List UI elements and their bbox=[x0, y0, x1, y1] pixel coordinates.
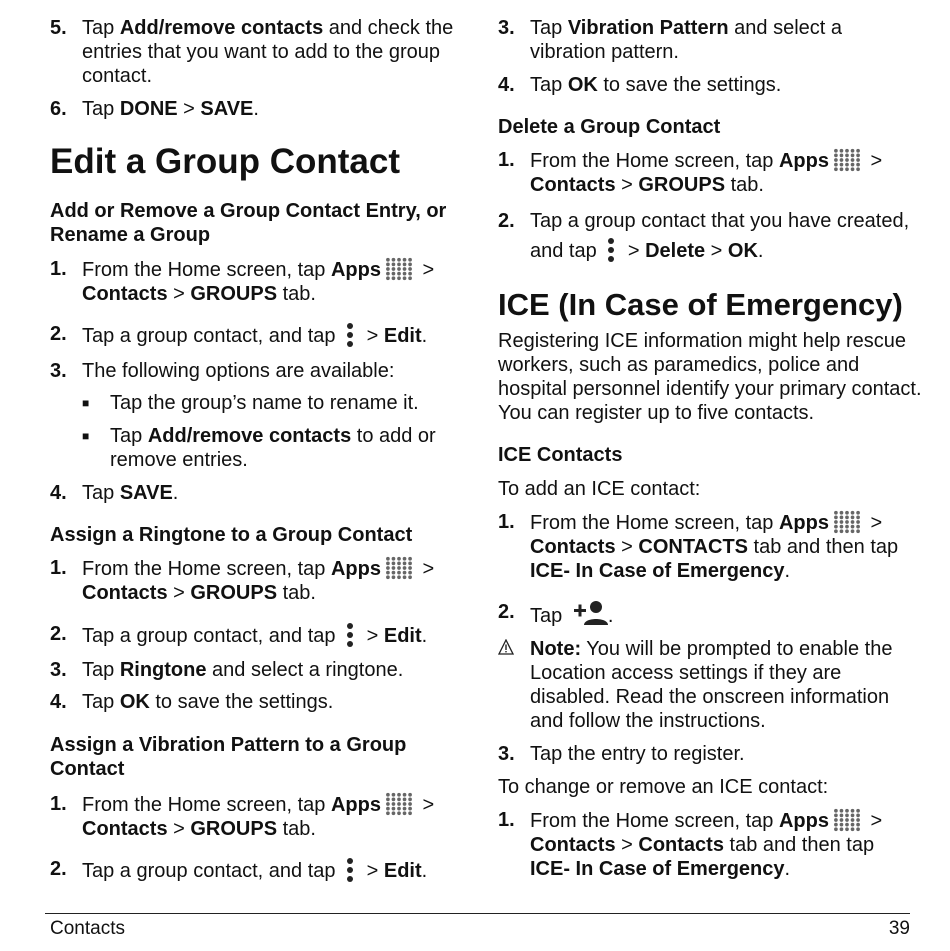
more-vertical-icon bbox=[345, 322, 355, 348]
footer-section-name: Contacts bbox=[50, 918, 125, 939]
step-item: 1. From the Home screen, tap Apps > Contacts > CONTACTS tab and then tap ICE- In Case of Emergency. bbox=[498, 511, 899, 582]
intro-paragraph: Registering ICE information might help rescue workers, such as paramedics, police and hospital personnel identify your primary contact. You can register up to five contacts. bbox=[498, 330, 922, 424]
step-item: 3. The following options are available: bbox=[50, 360, 395, 382]
step-item: 4. Tap OK to save the settings. bbox=[50, 691, 334, 713]
subsection-heading: Delete a Group Contact bbox=[498, 116, 721, 138]
step-item: 2. Tap a group contact that you have created, and tap > Delete > OK. bbox=[498, 210, 910, 262]
note-block: Note: You will be prompted to enable the Location access settings if they are disabled. Read the onscreen information and follow the instructions. bbox=[498, 637, 918, 733]
more-vertical-icon bbox=[606, 237, 616, 263]
step-item: 2. Tap a group contact, and tap > Edit. bbox=[50, 623, 428, 647]
step-item: 2. Tap . bbox=[498, 601, 614, 627]
step-item: 3. Tap Ringtone and select a ringtone. bbox=[50, 659, 404, 681]
warning-triangle-icon bbox=[498, 639, 514, 655]
apps-grid-icon bbox=[833, 510, 861, 534]
step-item: 2. Tap a group contact, and tap > Edit. bbox=[50, 858, 428, 882]
subsection-heading: Assign a Ringtone to a Group Contact bbox=[50, 524, 413, 546]
apps-grid-icon bbox=[833, 148, 861, 172]
apps-grid-icon bbox=[385, 556, 413, 580]
apps-grid-icon bbox=[833, 808, 861, 832]
more-vertical-icon bbox=[345, 622, 355, 648]
apps-grid-icon bbox=[385, 257, 413, 281]
section-title: ICE (In Case of Emergency) bbox=[498, 287, 903, 322]
step-item: 4. Tap SAVE. bbox=[50, 482, 179, 504]
footer-divider bbox=[45, 913, 910, 914]
subsection-heading: ICE Contacts bbox=[498, 444, 623, 466]
instruction-text: To add an ICE contact: bbox=[498, 478, 701, 500]
step-item: 1. From the Home screen, tap Apps > Contacts > Contacts tab and then tap ICE- In Case of Emergency. bbox=[498, 809, 883, 880]
instruction-text: To change or remove an ICE contact: bbox=[498, 776, 829, 798]
bullet-item: ■ Tap Add/remove contacts to add or remove entries. bbox=[82, 425, 436, 471]
bullet-icon: ■ bbox=[82, 396, 90, 410]
step-item: 3. Tap Vibration Pattern and select a vibration pattern. bbox=[498, 17, 843, 63]
step-item: 4. Tap OK to save the settings. bbox=[498, 74, 782, 96]
section-title: Edit a Group Contact bbox=[50, 142, 400, 181]
more-vertical-icon bbox=[345, 857, 355, 883]
bullet-icon: ■ bbox=[82, 429, 90, 443]
bullet-item: ■ Tap the group’s name to rename it. bbox=[82, 392, 419, 414]
step-item: 2. Tap a group contact, and tap > Edit. bbox=[50, 323, 428, 347]
subsection-heading: Assign a Vibration Pattern to a Group Contact bbox=[50, 734, 407, 780]
step-item: 6. Tap DONE > SAVE. bbox=[50, 98, 259, 120]
subsection-heading: Add or Remove a Group Contact Entry, or Rename a Group bbox=[50, 200, 447, 246]
step-item: 3. Tap the entry to register. bbox=[498, 743, 745, 765]
add-contact-icon bbox=[572, 600, 608, 626]
step-item: 1. From the Home screen, tap Apps > Contacts > GROUPS tab. bbox=[50, 557, 435, 604]
step-item: 1. From the Home screen, tap Apps > Contacts > GROUPS tab. bbox=[50, 258, 435, 305]
page-number: 39 bbox=[888, 918, 910, 939]
step-item: 1. From the Home screen, tap Apps > Contacts > GROUPS tab. bbox=[50, 793, 435, 840]
step-item: 5. Tap Add/remove contacts and check the entries that you want to add to the group contact. bbox=[50, 17, 454, 87]
apps-grid-icon bbox=[385, 792, 413, 816]
step-item: 1. From the Home screen, tap Apps > Contacts > GROUPS tab. bbox=[498, 149, 883, 196]
